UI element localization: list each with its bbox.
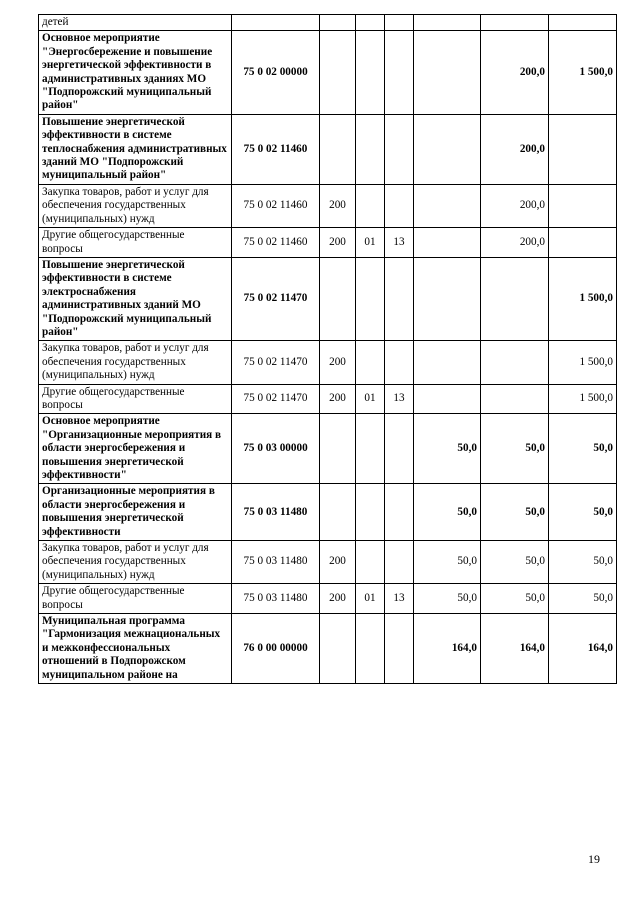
cell-expense-type: 200 xyxy=(320,228,356,258)
cell-name: Закупка товаров, работ и услуг для обеспечения государственных (муниципальных) нужд xyxy=(39,341,232,384)
cell-amount-col3: 164,0 xyxy=(549,614,617,684)
cell-expense-type xyxy=(320,414,356,484)
cell-expense-type: 200 xyxy=(320,184,356,227)
cell-amount-col2: 50,0 xyxy=(481,414,549,484)
cell-expense-type xyxy=(320,484,356,541)
cell-name: Другие общегосударственные вопросы xyxy=(39,228,232,258)
cell-target-article xyxy=(232,15,320,31)
cell-name: Закупка товаров, работ и услуг для обеспечения государственных (муниципальных) нужд xyxy=(39,541,232,584)
cell-subsection xyxy=(385,414,414,484)
cell-amount-col1 xyxy=(414,15,481,31)
table-row xyxy=(39,484,617,541)
cell-section xyxy=(356,484,385,541)
cell-amount-col2: 50,0 xyxy=(481,541,549,584)
cell-subsection xyxy=(385,484,414,541)
cell-section xyxy=(356,341,385,384)
cell-name: детей xyxy=(39,15,232,31)
table-row xyxy=(39,541,617,584)
cell-amount-col3: 1 500,0 xyxy=(549,257,617,340)
cell-name: Основное мероприятие "Организационные мероприятия в области энергосбережения и повышения энергетической эффективности" xyxy=(39,414,232,484)
cell-amount-col1 xyxy=(414,31,481,114)
cell-name: Организационные мероприятия в области энергосбережения и повышения энергетической эффективности xyxy=(39,484,232,541)
cell-subsection: 13 xyxy=(385,584,414,614)
cell-amount-col1: 50,0 xyxy=(414,541,481,584)
cell-amount-col3: 1 500,0 xyxy=(549,31,617,114)
cell-section xyxy=(356,414,385,484)
cell-target-article: 75 0 02 00000 xyxy=(232,31,320,114)
cell-section xyxy=(356,31,385,114)
cell-subsection xyxy=(385,541,414,584)
cell-expense-type: 200 xyxy=(320,541,356,584)
cell-name: Повышение энергетической эффективности в системе электроснабжения административных зданий МО "Подпорожский муниципальный район" xyxy=(39,257,232,340)
cell-expense-type xyxy=(320,114,356,184)
cell-amount-col3 xyxy=(549,114,617,184)
cell-amount-col2: 164,0 xyxy=(481,614,549,684)
cell-target-article: 75 0 03 11480 xyxy=(232,541,320,584)
cell-target-article: 75 0 02 11470 xyxy=(232,341,320,384)
cell-amount-col3: 50,0 xyxy=(549,414,617,484)
cell-section xyxy=(356,614,385,684)
cell-subsection xyxy=(385,341,414,384)
cell-name: Муниципальная программа "Гармонизация межнациональных и межконфессиональных отношений в Подпорожском муниципальном районе на xyxy=(39,614,232,684)
cell-expense-type xyxy=(320,15,356,31)
table-row xyxy=(39,584,617,614)
cell-target-article: 75 0 02 11470 xyxy=(232,384,320,414)
cell-amount-col3 xyxy=(549,228,617,258)
cell-amount-col2: 200,0 xyxy=(481,31,549,114)
cell-amount-col3 xyxy=(549,15,617,31)
cell-amount-col1 xyxy=(414,384,481,414)
cell-name: Основное мероприятие "Энергосбережение и повышение энергетической эффективности в административных зданиях МО "Подпорожский муниципальный район" xyxy=(39,31,232,114)
cell-amount-col2: 200,0 xyxy=(481,184,549,227)
cell-amount-col3: 50,0 xyxy=(549,484,617,541)
cell-expense-type xyxy=(320,257,356,340)
cell-section: 01 xyxy=(356,228,385,258)
cell-amount-col2 xyxy=(481,257,549,340)
cell-name: Другие общегосударственные вопросы xyxy=(39,584,232,614)
cell-amount-col1 xyxy=(414,184,481,227)
cell-subsection xyxy=(385,15,414,31)
cell-amount-col2 xyxy=(481,384,549,414)
cell-amount-col1 xyxy=(414,341,481,384)
page-number: 19 xyxy=(588,852,600,866)
cell-subsection xyxy=(385,184,414,227)
cell-subsection: 13 xyxy=(385,384,414,414)
cell-subsection xyxy=(385,614,414,684)
table-row xyxy=(39,614,617,684)
cell-amount-col2: 200,0 xyxy=(481,114,549,184)
table-row xyxy=(39,341,617,384)
table-row xyxy=(39,184,617,227)
cell-expense-type xyxy=(320,31,356,114)
cell-target-article: 75 0 02 11460 xyxy=(232,184,320,227)
table-row xyxy=(39,257,617,340)
cell-name: Повышение энергетической эффективности в системе теплоснабжения административных зданий МО "Подпорожский муниципальный район" xyxy=(39,114,232,184)
cell-section: 01 xyxy=(356,384,385,414)
table-row xyxy=(39,15,617,31)
cell-target-article: 75 0 02 11470 xyxy=(232,257,320,340)
cell-amount-col2 xyxy=(481,341,549,384)
budget-table xyxy=(38,14,617,684)
cell-target-article: 75 0 03 11480 xyxy=(232,584,320,614)
table-row xyxy=(39,228,617,258)
cell-subsection: 13 xyxy=(385,228,414,258)
cell-amount-col1: 164,0 xyxy=(414,614,481,684)
cell-amount-col2: 200,0 xyxy=(481,228,549,258)
cell-target-article: 75 0 02 11460 xyxy=(232,228,320,258)
cell-amount-col3: 1 500,0 xyxy=(549,384,617,414)
cell-target-article: 75 0 02 11460 xyxy=(232,114,320,184)
cell-name: Другие общегосударственные вопросы xyxy=(39,384,232,414)
table-row xyxy=(39,31,617,114)
cell-target-article: 76 0 00 00000 xyxy=(232,614,320,684)
cell-section xyxy=(356,15,385,31)
cell-amount-col1: 50,0 xyxy=(414,414,481,484)
cell-amount-col2 xyxy=(481,15,549,31)
cell-target-article: 75 0 03 00000 xyxy=(232,414,320,484)
cell-amount-col1 xyxy=(414,257,481,340)
cell-amount-col2: 50,0 xyxy=(481,484,549,541)
cell-section xyxy=(356,257,385,340)
cell-section: 01 xyxy=(356,584,385,614)
cell-amount-col3: 50,0 xyxy=(549,541,617,584)
cell-amount-col3 xyxy=(549,184,617,227)
cell-amount-col3: 50,0 xyxy=(549,584,617,614)
cell-expense-type: 200 xyxy=(320,341,356,384)
table-row xyxy=(39,414,617,484)
cell-section xyxy=(356,541,385,584)
cell-target-article: 75 0 03 11480 xyxy=(232,484,320,541)
cell-amount-col2: 50,0 xyxy=(481,584,549,614)
cell-expense-type: 200 xyxy=(320,584,356,614)
cell-amount-col1 xyxy=(414,228,481,258)
cell-section xyxy=(356,184,385,227)
cell-amount-col1 xyxy=(414,114,481,184)
cell-amount-col1: 50,0 xyxy=(414,584,481,614)
table-row xyxy=(39,384,617,414)
cell-subsection xyxy=(385,257,414,340)
table-body xyxy=(39,15,617,684)
cell-section xyxy=(356,114,385,184)
cell-expense-type xyxy=(320,614,356,684)
cell-amount-col3: 1 500,0 xyxy=(549,341,617,384)
table-row xyxy=(39,114,617,184)
cell-subsection xyxy=(385,114,414,184)
cell-name: Закупка товаров, работ и услуг для обеспечения государственных (муниципальных) нужд xyxy=(39,184,232,227)
cell-expense-type: 200 xyxy=(320,384,356,414)
cell-subsection xyxy=(385,31,414,114)
cell-amount-col1: 50,0 xyxy=(414,484,481,541)
